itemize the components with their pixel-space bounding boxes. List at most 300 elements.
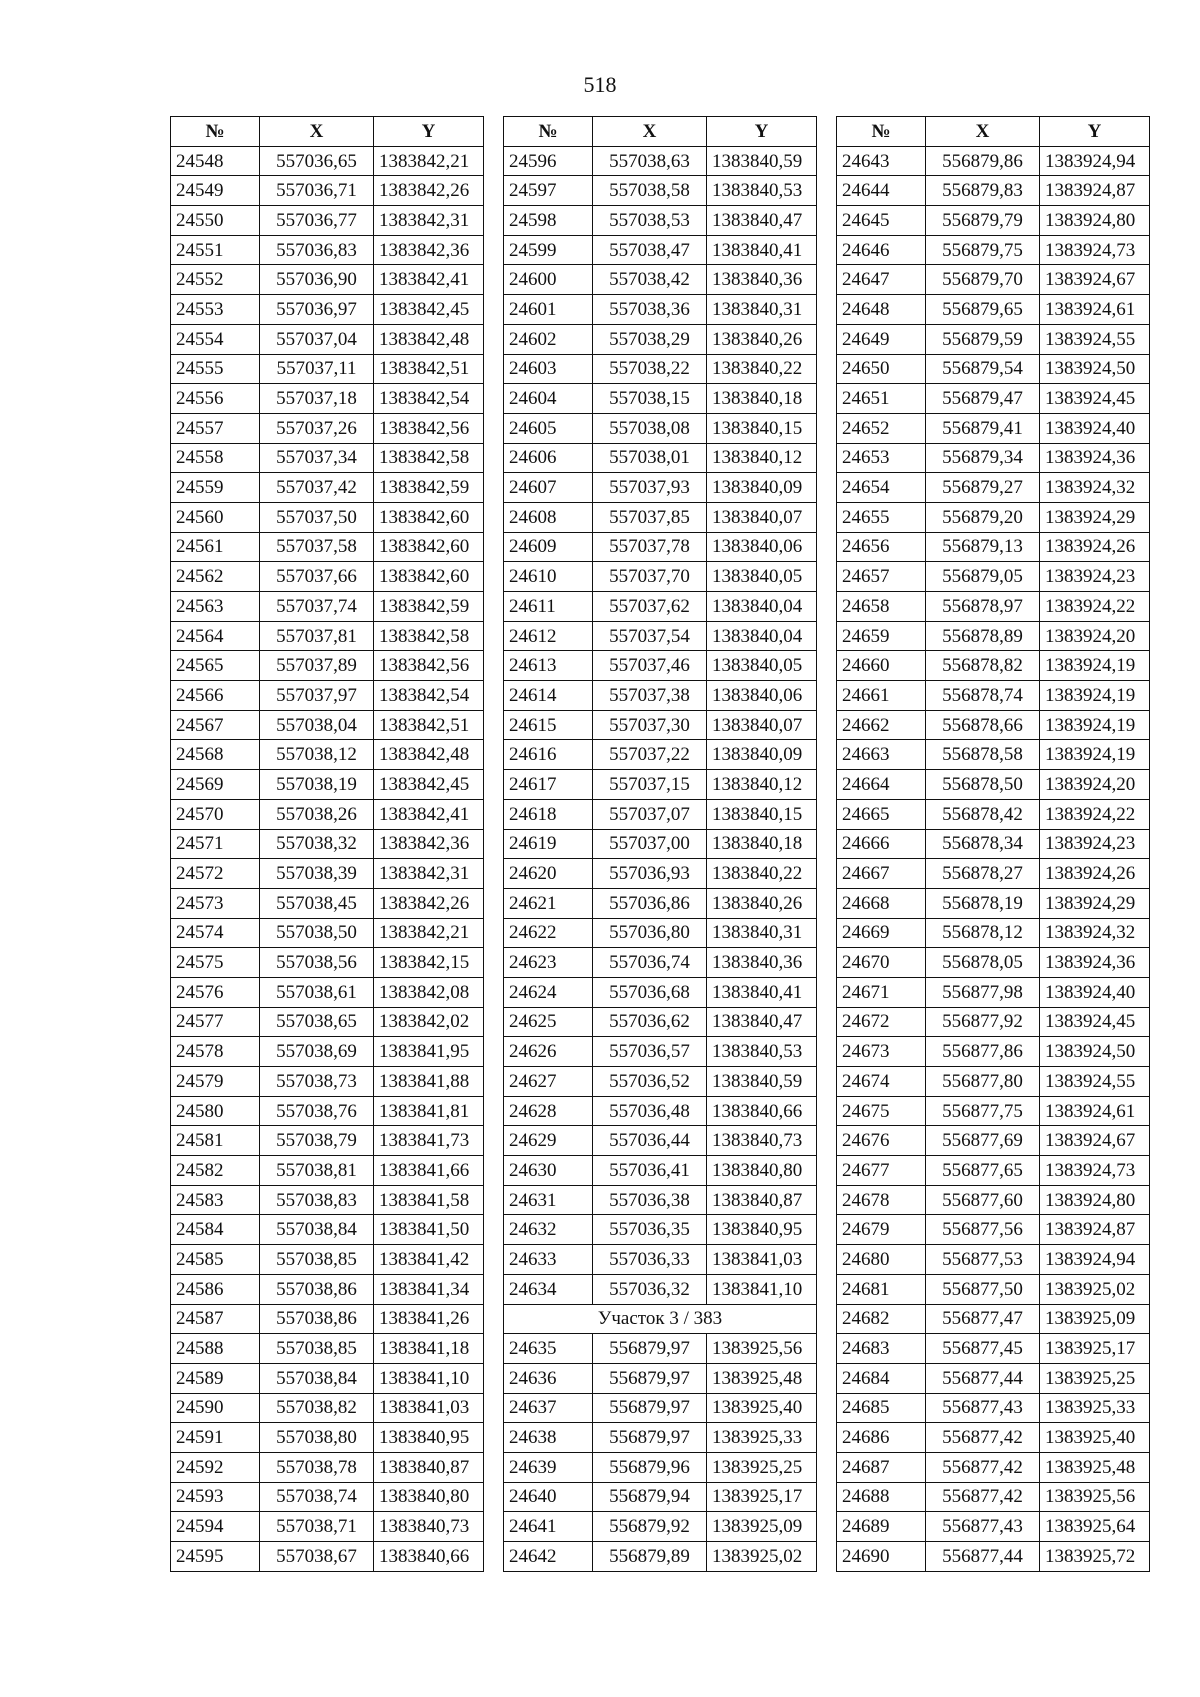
cell-y: 1383841,10	[707, 1274, 817, 1304]
cell-y: 1383840,31	[707, 918, 817, 948]
table-row	[837, 562, 1150, 592]
cell-y: 1383842,60	[374, 502, 484, 532]
cell-y: 1383842,56	[374, 651, 484, 681]
table-row	[504, 502, 817, 532]
cell-x: 557036,62	[593, 1007, 707, 1037]
table-row	[504, 829, 817, 859]
cell-x: 557038,81	[260, 1156, 374, 1186]
cell-number: 24631	[504, 1185, 593, 1215]
table-row	[504, 176, 817, 206]
cell-x: 556877,47	[926, 1304, 1040, 1334]
cell-x: 557038,19	[260, 770, 374, 800]
cell-y: 1383925,48	[707, 1363, 817, 1393]
table-row	[837, 888, 1150, 918]
table-row	[837, 1037, 1150, 1067]
cell-number: 24638	[504, 1423, 593, 1453]
cell-number: 24653	[837, 443, 926, 473]
cell-y: 1383840,53	[707, 176, 817, 206]
cell-y: 1383842,54	[374, 681, 484, 711]
cell-y: 1383924,73	[1040, 1156, 1150, 1186]
table-row	[171, 829, 484, 859]
cell-y: 1383925,25	[1040, 1363, 1150, 1393]
cell-y: 1383924,67	[1040, 1126, 1150, 1156]
table-row	[504, 1363, 817, 1393]
cell-x: 556879,83	[926, 176, 1040, 206]
table-header-row	[504, 117, 817, 147]
header-x: X	[260, 117, 374, 147]
cell-number: 24656	[837, 532, 926, 562]
cell-y: 1383925,33	[707, 1423, 817, 1453]
table-row	[504, 710, 817, 740]
cell-x: 556877,44	[926, 1542, 1040, 1572]
cell-number: 24646	[837, 235, 926, 265]
cell-y: 1383841,66	[374, 1156, 484, 1186]
cell-number: 24567	[171, 710, 260, 740]
cell-number: 24595	[171, 1542, 260, 1572]
cell-x: 556878,58	[926, 740, 1040, 770]
cell-y: 1383925,17	[707, 1482, 817, 1512]
cell-number: 24579	[171, 1067, 260, 1097]
cell-number: 24675	[837, 1096, 926, 1126]
cell-number: 24581	[171, 1126, 260, 1156]
cell-number: 24590	[171, 1393, 260, 1423]
cell-number: 24628	[504, 1096, 593, 1126]
cell-x: 556878,97	[926, 592, 1040, 622]
cell-y: 1383924,73	[1040, 235, 1150, 265]
cell-x: 556878,34	[926, 829, 1040, 859]
cell-x: 557037,62	[593, 592, 707, 622]
header-number: №	[171, 117, 260, 147]
table-row	[837, 1542, 1150, 1572]
cell-y: 1383925,40	[1040, 1423, 1150, 1453]
table-row	[171, 1215, 484, 1245]
header-y: Y	[707, 117, 817, 147]
cell-x: 557036,86	[593, 888, 707, 918]
cell-y: 1383924,87	[1040, 1215, 1150, 1245]
cell-x: 556877,42	[926, 1423, 1040, 1453]
table-row	[837, 176, 1150, 206]
cell-x: 557038,84	[260, 1363, 374, 1393]
cell-y: 1383842,51	[374, 710, 484, 740]
cell-x: 557037,26	[260, 413, 374, 443]
cell-y: 1383840,36	[707, 948, 817, 978]
table-row	[171, 651, 484, 681]
table-row	[171, 918, 484, 948]
cell-number: 24673	[837, 1037, 926, 1067]
cell-x: 557036,74	[593, 948, 707, 978]
cell-number: 24629	[504, 1126, 593, 1156]
cell-y: 1383842,21	[374, 918, 484, 948]
cell-y: 1383924,50	[1040, 1037, 1150, 1067]
cell-x: 556879,20	[926, 502, 1040, 532]
cell-number: 24668	[837, 888, 926, 918]
cell-x: 556877,42	[926, 1452, 1040, 1482]
cell-x: 557038,29	[593, 324, 707, 354]
cell-x: 557037,89	[260, 651, 374, 681]
table-row	[171, 562, 484, 592]
table-row	[837, 235, 1150, 265]
cell-number: 24645	[837, 206, 926, 236]
cell-y: 1383842,36	[374, 829, 484, 859]
cell-x: 557036,93	[593, 859, 707, 889]
cell-x: 556879,75	[926, 235, 1040, 265]
cell-x: 556877,53	[926, 1245, 1040, 1275]
cell-number: 24611	[504, 592, 593, 622]
cell-y: 1383840,47	[707, 206, 817, 236]
cell-x: 557038,73	[260, 1067, 374, 1097]
cell-y: 1383840,66	[374, 1542, 484, 1572]
table-row	[504, 1126, 817, 1156]
cell-y: 1383924,19	[1040, 681, 1150, 711]
cell-number: 24670	[837, 948, 926, 978]
cell-y: 1383925,09	[1040, 1304, 1150, 1334]
table-row	[837, 443, 1150, 473]
table-row	[837, 1512, 1150, 1542]
cell-y: 1383841,95	[374, 1037, 484, 1067]
table-row	[504, 1274, 817, 1304]
table-row	[504, 770, 817, 800]
cell-x: 557037,50	[260, 502, 374, 532]
cell-y: 1383840,12	[707, 770, 817, 800]
cell-x: 556879,05	[926, 562, 1040, 592]
cell-x: 556878,50	[926, 770, 1040, 800]
cell-y: 1383924,80	[1040, 206, 1150, 236]
cell-number: 24642	[504, 1542, 593, 1572]
cell-y: 1383840,41	[707, 977, 817, 1007]
cell-x: 557036,77	[260, 206, 374, 236]
table-row	[504, 295, 817, 325]
cell-number: 24589	[171, 1363, 260, 1393]
cell-number: 24663	[837, 740, 926, 770]
table-row	[504, 1067, 817, 1097]
table-row	[837, 621, 1150, 651]
cell-x: 557038,65	[260, 1007, 374, 1037]
cell-number: 24648	[837, 295, 926, 325]
cell-y: 1383840,05	[707, 651, 817, 681]
cell-x: 557038,47	[593, 235, 707, 265]
header-x: X	[926, 117, 1040, 147]
table-row	[171, 1482, 484, 1512]
table-row	[171, 799, 484, 829]
table-row	[504, 977, 817, 1007]
table-row	[171, 948, 484, 978]
table-row	[837, 1452, 1150, 1482]
cell-y: 1383924,20	[1040, 621, 1150, 651]
table-row	[837, 1156, 1150, 1186]
cell-number: 24580	[171, 1096, 260, 1126]
cell-x: 557037,54	[593, 621, 707, 651]
coordinates-table-3	[836, 116, 1150, 1572]
cell-x: 557038,04	[260, 710, 374, 740]
table-row	[837, 473, 1150, 503]
cell-number: 24661	[837, 681, 926, 711]
cell-number: 24555	[171, 354, 260, 384]
table-row	[171, 681, 484, 711]
table-row	[837, 1215, 1150, 1245]
cell-number: 24560	[171, 502, 260, 532]
cell-x: 556878,82	[926, 651, 1040, 681]
cell-y: 1383840,31	[707, 295, 817, 325]
cell-x: 557037,93	[593, 473, 707, 503]
cell-x: 557037,00	[593, 829, 707, 859]
cell-x: 557038,74	[260, 1482, 374, 1512]
cell-y: 1383924,19	[1040, 710, 1150, 740]
cell-y: 1383842,54	[374, 384, 484, 414]
table-row	[171, 1393, 484, 1423]
cell-y: 1383842,56	[374, 413, 484, 443]
cell-number: 24635	[504, 1334, 593, 1364]
cell-x: 557037,11	[260, 354, 374, 384]
cell-y: 1383842,60	[374, 562, 484, 592]
cell-number: 24582	[171, 1156, 260, 1186]
cell-number: 24689	[837, 1512, 926, 1542]
cell-number: 24627	[504, 1067, 593, 1097]
cell-number: 24652	[837, 413, 926, 443]
cell-y: 1383842,51	[374, 354, 484, 384]
cell-x: 557036,57	[593, 1037, 707, 1067]
cell-x: 556877,69	[926, 1126, 1040, 1156]
cell-y: 1383841,18	[374, 1334, 484, 1364]
cell-y: 1383925,56	[1040, 1482, 1150, 1512]
cell-x: 557036,52	[593, 1067, 707, 1097]
cell-number: 24583	[171, 1185, 260, 1215]
cell-x: 556877,65	[926, 1156, 1040, 1186]
table-row	[837, 977, 1150, 1007]
cell-y: 1383924,22	[1040, 799, 1150, 829]
table-header-row	[837, 117, 1150, 147]
cell-x: 557038,42	[593, 265, 707, 295]
cell-y: 1383925,72	[1040, 1542, 1150, 1572]
cell-x: 557037,58	[260, 532, 374, 562]
cell-y: 1383840,06	[707, 532, 817, 562]
cell-x: 557036,80	[593, 918, 707, 948]
table-row	[504, 888, 817, 918]
table-row	[504, 1393, 817, 1423]
table-row	[837, 948, 1150, 978]
cell-number: 24655	[837, 502, 926, 532]
cell-y: 1383842,45	[374, 770, 484, 800]
cell-x: 557037,81	[260, 621, 374, 651]
table-row	[837, 1096, 1150, 1126]
cell-y: 1383924,19	[1040, 740, 1150, 770]
cell-y: 1383840,66	[707, 1096, 817, 1126]
cell-number: 24662	[837, 710, 926, 740]
table-row	[837, 859, 1150, 889]
cell-number: 24587	[171, 1304, 260, 1334]
table-row	[171, 710, 484, 740]
table-row	[837, 206, 1150, 236]
cell-x: 557036,35	[593, 1215, 707, 1245]
header-number: №	[504, 117, 593, 147]
cell-x: 556879,65	[926, 295, 1040, 325]
cell-x: 557038,80	[260, 1423, 374, 1453]
table-row	[837, 1007, 1150, 1037]
table-header-row	[171, 117, 484, 147]
cell-number: 24647	[837, 265, 926, 295]
table-row	[171, 176, 484, 206]
table-row	[171, 740, 484, 770]
cell-x: 557037,07	[593, 799, 707, 829]
cell-y: 1383925,64	[1040, 1512, 1150, 1542]
table-row	[504, 146, 817, 176]
table-row	[504, 206, 817, 236]
cell-y: 1383924,32	[1040, 918, 1150, 948]
cell-y: 1383840,26	[707, 324, 817, 354]
cell-number: 24573	[171, 888, 260, 918]
cell-x: 557037,46	[593, 651, 707, 681]
cell-number: 24561	[171, 532, 260, 562]
cell-x: 556879,41	[926, 413, 1040, 443]
table-row	[504, 1156, 817, 1186]
table-row	[171, 265, 484, 295]
cell-x: 557037,70	[593, 562, 707, 592]
table-row	[171, 235, 484, 265]
table-row	[837, 1067, 1150, 1097]
table-row	[504, 532, 817, 562]
cell-number: 24677	[837, 1156, 926, 1186]
cell-number: 24605	[504, 413, 593, 443]
cell-x: 556879,27	[926, 473, 1040, 503]
cell-number: 24551	[171, 235, 260, 265]
cell-x: 556878,19	[926, 888, 1040, 918]
table-row	[837, 502, 1150, 532]
cell-x: 557038,63	[593, 146, 707, 176]
cell-number: 24584	[171, 1215, 260, 1245]
cell-y: 1383842,48	[374, 740, 484, 770]
cell-x: 557037,85	[593, 502, 707, 532]
cell-y: 1383925,17	[1040, 1334, 1150, 1364]
coordinates-table-1	[170, 116, 484, 1572]
cell-number: 24620	[504, 859, 593, 889]
cell-y: 1383924,61	[1040, 295, 1150, 325]
cell-x: 557037,18	[260, 384, 374, 414]
cell-x: 557038,56	[260, 948, 374, 978]
cell-y: 1383924,61	[1040, 1096, 1150, 1126]
table-row	[504, 354, 817, 384]
cell-x: 557038,08	[593, 413, 707, 443]
cell-y: 1383842,41	[374, 265, 484, 295]
table-row	[504, 413, 817, 443]
cell-y: 1383841,81	[374, 1096, 484, 1126]
table-row	[504, 1482, 817, 1512]
cell-x: 557037,34	[260, 443, 374, 473]
cell-x: 556879,70	[926, 265, 1040, 295]
table-row	[837, 710, 1150, 740]
cell-x: 557036,32	[593, 1274, 707, 1304]
cell-number: 24649	[837, 324, 926, 354]
table-row	[171, 1245, 484, 1275]
cell-number: 24625	[504, 1007, 593, 1037]
cell-x: 556879,94	[593, 1482, 707, 1512]
cell-x: 557038,78	[260, 1452, 374, 1482]
table-row	[171, 1542, 484, 1572]
cell-x: 557038,39	[260, 859, 374, 889]
cell-y: 1383924,45	[1040, 384, 1150, 414]
table-row	[171, 592, 484, 622]
cell-number: 24574	[171, 918, 260, 948]
table-row	[171, 1096, 484, 1126]
header-number: №	[837, 117, 926, 147]
cell-number: 24566	[171, 681, 260, 711]
cell-number: 24588	[171, 1334, 260, 1364]
cell-number: 24682	[837, 1304, 926, 1334]
table-row	[171, 1156, 484, 1186]
table-row	[837, 324, 1150, 354]
cell-number: 24690	[837, 1542, 926, 1572]
cell-number: 24660	[837, 651, 926, 681]
cell-number: 24564	[171, 621, 260, 651]
table-row	[504, 859, 817, 889]
cell-y: 1383842,08	[374, 977, 484, 1007]
cell-number: 24618	[504, 799, 593, 829]
cell-y: 1383842,60	[374, 532, 484, 562]
cell-y: 1383840,06	[707, 681, 817, 711]
cell-y: 1383841,03	[374, 1393, 484, 1423]
cell-number: 24608	[504, 502, 593, 532]
cell-x: 557038,01	[593, 443, 707, 473]
cell-number: 24651	[837, 384, 926, 414]
cell-number: 24619	[504, 829, 593, 859]
cell-x: 556877,43	[926, 1393, 1040, 1423]
table-row	[504, 562, 817, 592]
cell-number: 24597	[504, 176, 593, 206]
table-row	[837, 770, 1150, 800]
table-row	[171, 206, 484, 236]
cell-number: 24621	[504, 888, 593, 918]
cell-y: 1383840,15	[707, 413, 817, 443]
cell-x: 556878,42	[926, 799, 1040, 829]
cell-x: 557038,85	[260, 1245, 374, 1275]
cell-y: 1383840,04	[707, 592, 817, 622]
cell-y: 1383840,22	[707, 354, 817, 384]
cell-x: 556877,75	[926, 1096, 1040, 1126]
cell-number: 24643	[837, 146, 926, 176]
cell-number: 24550	[171, 206, 260, 236]
table-row	[171, 1334, 484, 1364]
cell-x: 557038,82	[260, 1393, 374, 1423]
table-row	[837, 592, 1150, 622]
table-row	[837, 532, 1150, 562]
cell-y: 1383924,29	[1040, 888, 1150, 918]
cell-y: 1383842,41	[374, 799, 484, 829]
cell-x: 556879,79	[926, 206, 1040, 236]
cell-x: 557036,65	[260, 146, 374, 176]
cell-y: 1383842,58	[374, 621, 484, 651]
cell-y: 1383840,59	[707, 1067, 817, 1097]
cell-number: 24554	[171, 324, 260, 354]
table-row	[837, 1482, 1150, 1512]
table-row	[504, 651, 817, 681]
cell-number: 24603	[504, 354, 593, 384]
cell-x: 556879,47	[926, 384, 1040, 414]
cell-number: 24596	[504, 146, 593, 176]
cell-y: 1383924,55	[1040, 324, 1150, 354]
cell-y: 1383840,41	[707, 235, 817, 265]
cell-number: 24671	[837, 977, 926, 1007]
cell-x: 556877,50	[926, 1274, 1040, 1304]
table-row	[171, 621, 484, 651]
table-row	[171, 977, 484, 1007]
cell-number: 24683	[837, 1334, 926, 1364]
cell-y: 1383924,19	[1040, 651, 1150, 681]
cell-y: 1383840,15	[707, 799, 817, 829]
header-x: X	[593, 117, 707, 147]
table-row	[504, 1215, 817, 1245]
cell-number: 24600	[504, 265, 593, 295]
cell-x: 557037,22	[593, 740, 707, 770]
cell-number: 24641	[504, 1512, 593, 1542]
cell-x: 557036,38	[593, 1185, 707, 1215]
